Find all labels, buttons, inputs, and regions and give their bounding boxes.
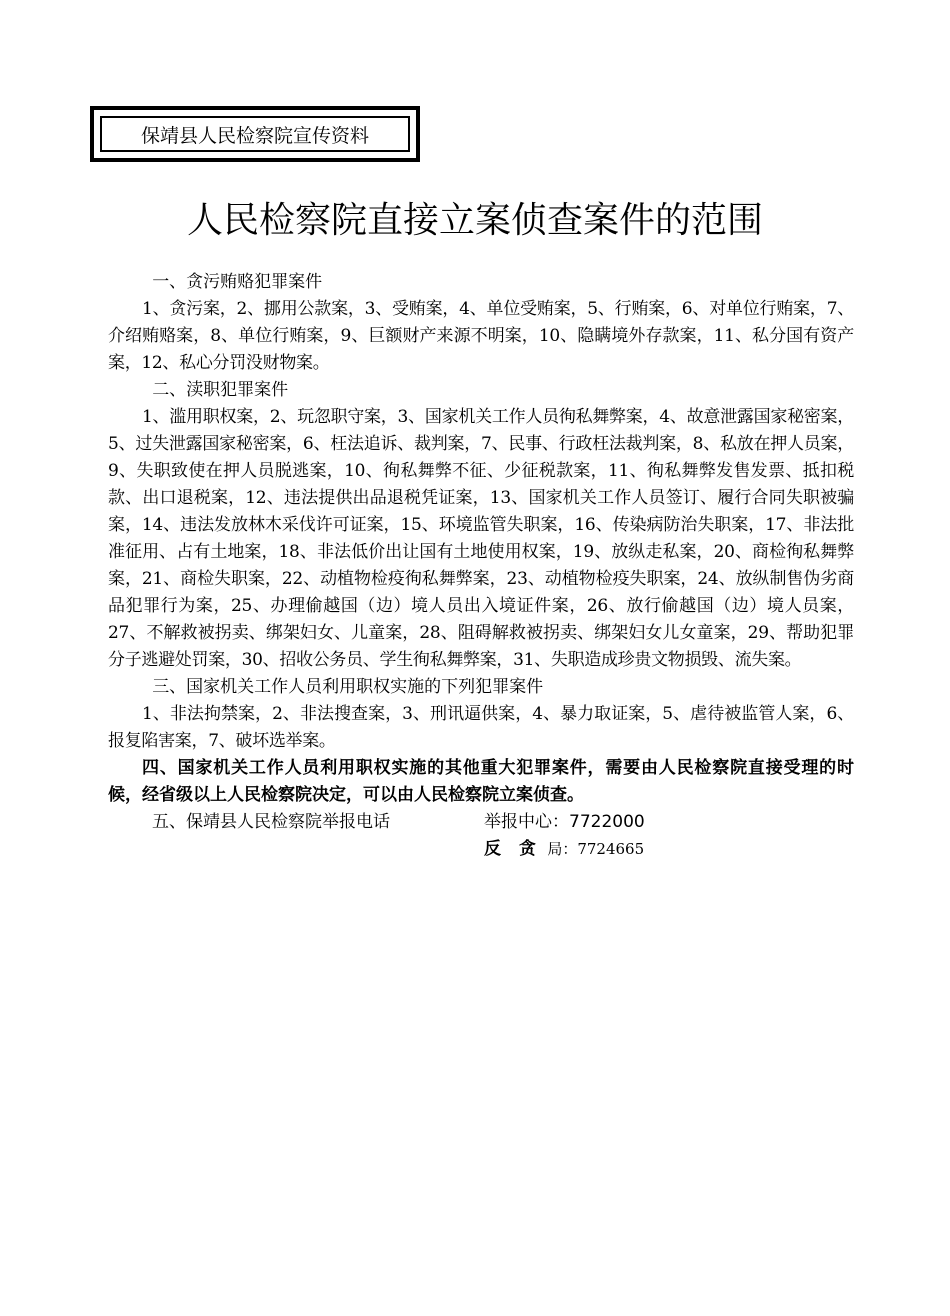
hotline-center bbox=[484, 809, 645, 836]
hotline-center-label: 举报中心： bbox=[484, 812, 569, 832]
section-heading-1: 一、贪污贿赂犯罪案件 bbox=[152, 272, 323, 292]
document-body bbox=[108, 269, 854, 859]
header-stamp-box bbox=[90, 106, 420, 162]
section-heading-2: 二、渎职犯罪案件 bbox=[152, 380, 289, 400]
hotline-bureau-label-b: 局： bbox=[547, 840, 578, 858]
hotline-bureau-label-a: 反 贪 bbox=[484, 839, 542, 859]
section-heading-3: 三、国家机关工作人员利用职权实施的下列犯罪案件 bbox=[152, 677, 544, 697]
hotline-row bbox=[108, 809, 854, 859]
header-stamp-label: 保靖县人民检察院宣传资料 bbox=[100, 116, 410, 152]
hotline-bureau-number: 7724665 bbox=[577, 840, 645, 858]
hotline-bureau bbox=[484, 836, 644, 863]
section-body-2: 1、滥用职权案，2、玩忽职守案，3、国家机关工作人员徇私舞弊案，4、故意泄露国家秘密案，5、过失泄露国家秘密案，6、枉法追诉、裁判案，7、民事、行政枉法裁判案，8、私放在押人员案，9、失职致使在押人员脱逃案，10、徇私舞弊不征、少征税款案，11、徇私舞弊发售发票、抵扣税款、出口退税案，12、违法提供出品退税凭证案，13、国家机关工作人员签订、履行合同失职被骗案，14、违法发放林木采伐许可证案，15、环境监管失职案，16、传染病防治失职案，17、非法批准征用、占有土地案，18、非法低价出让国有土地使用权案，19、放纵走私案，20、商检徇私舞弊案，21、商检失职案，22、动植物检疫徇私舞弊案，23、动植物检疫失职案，24、放纵制售伪劣商品犯罪行为案，25、办理偷越国（边）境人员出入境证件案，26、放行偷越国（边）境人员案，27、不解救被拐卖、绑架妇女、儿童案，28、阻碍解救被拐卖、绑架妇女儿女童案，29、帮助犯罪分子逃避处罚案，30、招收公务员、学生徇私舞弊案，31、失职造成珍贵文物损毁、流失案。 bbox=[108, 407, 854, 670]
hotline-center-number: 7722000 bbox=[569, 812, 645, 832]
hotline-label: 五、保靖县人民检察院举报电话 bbox=[152, 812, 390, 832]
page-title: 人民检察院直接立案侦查案件的范围 bbox=[186, 200, 763, 241]
section-body-1: 1、贪污案，2、挪用公款案，3、受贿案，4、单位受贿案，5、行贿案，6、对单位行贿案，7、介绍贿赂案，8、单位行贿案，9、巨额财产来源不明案，10、隐瞒境外存款案，11、私分国有资产案，12、私心分罚没财物案。 bbox=[108, 299, 854, 373]
section-four: 四、国家机关工作人员利用职权实施的其他重大犯罪案件，需要由人民检察院直接受理的时候，经省级以上人民检察院决定，可以由人民检察院立案侦查。 bbox=[108, 758, 854, 805]
section-body-3: 1、非法拘禁案，2、非法搜查案，3、刑讯逼供案，4、暴力取证案，5、虐待被监管人案，6、报复陷害案，7、破坏选举案。 bbox=[108, 704, 854, 751]
